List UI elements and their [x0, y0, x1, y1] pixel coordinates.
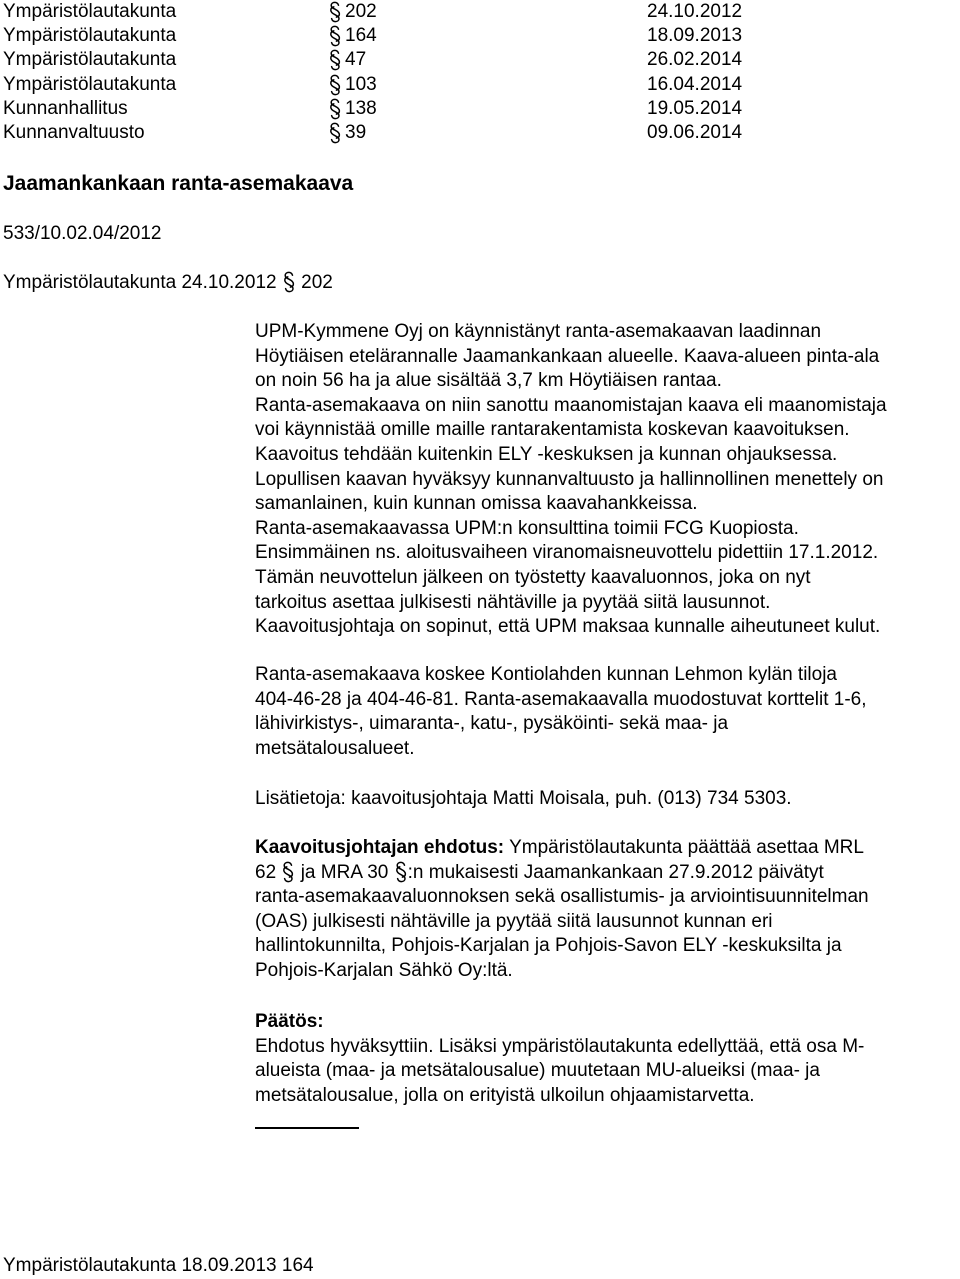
- history-body: Ympäristölautakunta: [3, 49, 177, 71]
- meeting-number: 202: [301, 272, 333, 293]
- proposal-text: 62: [255, 861, 282, 883]
- proposal-text: :n mukaisesti Jaamankankaan 27.9.2012 päivätyt: [407, 861, 824, 883]
- history-number: 202: [345, 1, 377, 22]
- history-date: 09.06.2014: [647, 122, 743, 143]
- history-date: 16.04.2014: [647, 73, 743, 95]
- section-sign-icon: [282, 271, 296, 293]
- area-line: lähivirkistys-, uimaranta-, katu-, pysäköinti- sekä maa- ja: [255, 713, 729, 735]
- description-line: Höytiäisen etelärannalle Jaamankankaan alueelle. Kaava-alueen pinta-ala: [255, 345, 880, 367]
- history-row: [3, 0, 953, 24]
- decision-line: alueista (maa- ja metsätalousalue) muutetaan MU-alueiksi (maa- ja: [255, 1060, 820, 1082]
- proposal-line: [255, 861, 960, 886]
- decision-line: Ehdotus hyväksyttiin. Lisäksi ympäristölautakunta edellyttää, että osa M-: [255, 1035, 865, 1057]
- description-line: Tämän neuvottelun jälkeen on työstetty kaavaluonnos, joka on nyt: [255, 566, 811, 588]
- description-line: on noin 56 ha ja alue sisältää 3,7 km Höytiäisen rantaa.: [255, 370, 722, 392]
- info-paragraph: [255, 787, 960, 812]
- decision-line: metsätalousalue, jolla on erityistä ulkoilun ohjaamistarvetta.: [255, 1084, 755, 1106]
- description-line: tarkoitus asettaa julkisesti nähtäville ja pyytää siitä lausunnot.: [255, 591, 771, 613]
- description-line: Ensimmäinen ns. aloitusvaiheen viranomaisneuvottelu pidettiin 17.1.2012.: [255, 542, 879, 564]
- history-number: 103: [345, 73, 377, 95]
- description-line: Ranta-asemakaavassa UPM:n konsulttina toimii FCG Kuopiosta.: [255, 517, 799, 539]
- history-date: 19.05.2014: [647, 97, 743, 119]
- proposal-line: (OAS) julkisesti nähtäville ja pyytää siitä lausunnot kunnan eri: [255, 910, 773, 932]
- section-sign-icon: [328, 122, 342, 144]
- history-body: Ympäristölautakunta: [3, 1, 177, 22]
- history-body: Ympäristölautakunta: [3, 73, 177, 95]
- meeting-header: [3, 1254, 314, 1278]
- history-row: [3, 48, 953, 72]
- history-number: 164: [345, 25, 377, 47]
- history-date: 18.09.2013: [647, 25, 743, 47]
- description-line: Ranta-asemakaava on niin sanottu maanomistajan kaava eli maanomistaja: [255, 394, 887, 416]
- meeting-body-date: Ympäristölautakunta 18.09.2013: [3, 1255, 277, 1276]
- proposal-label: Kaavoitusjohtajan ehdotus:: [255, 837, 505, 858]
- proposal-text: ja MRA 30: [295, 861, 394, 883]
- description-line: samanlainen, kuin kunnan omissa kaavahankkeissa.: [255, 493, 698, 515]
- proposal-line: ranta-asemakaavaluonnoksen sekä osallistumis- ja arviointisuunnitelman: [255, 886, 869, 908]
- history-row: [3, 97, 953, 121]
- history-body: Kunnanhallitus: [3, 97, 128, 119]
- area-paragraph: [255, 663, 960, 761]
- file-number: 533/10.02.04/2012: [3, 223, 162, 244]
- section-sign-icon: [328, 49, 342, 71]
- info-line: Lisätietoja: kaavoitusjohtaja Matti Moisala, puh. (013) 734 5303.: [255, 788, 792, 809]
- section-sign-icon: [281, 861, 295, 883]
- description-paragraph: [255, 320, 960, 640]
- history-body: Ympäristölautakunta: [3, 25, 177, 47]
- section-sign-icon: [328, 1, 342, 23]
- description-line: UPM-Kymmene Oyj on käynnistänyt ranta-asemakaavan laadinnan: [255, 321, 822, 342]
- history-body: Kunnanvaltuusto: [3, 122, 145, 143]
- meeting-header: [3, 271, 333, 295]
- proposal-text: Ympäristölautakunta päättää asettaa MRL: [504, 837, 864, 858]
- proposal-paragraph: [255, 836, 960, 984]
- area-line: metsätalousalueet.: [255, 737, 415, 759]
- history-number: 138: [345, 97, 377, 119]
- history-date: 26.02.2014: [647, 49, 743, 71]
- separator-line: [255, 1127, 359, 1129]
- history-date: 24.10.2012: [647, 1, 743, 22]
- description-line: Lopullisen kaavan hyväksyy kunnanvaltuusto ja hallinnollinen menettely on: [255, 468, 884, 490]
- description-line: Kaavoitus tehdään kuitenkin ELY -keskuksen ja kunnan ohjauksessa.: [255, 443, 838, 465]
- decision-label: Päätös:: [255, 1011, 324, 1032]
- area-line: 404-46-28 ja 404-46-81. Ranta-asemakaavalla muodostuvat korttelit 1-6,: [255, 688, 867, 710]
- meeting-number: 164: [281, 1255, 314, 1276]
- history-row: [3, 73, 953, 97]
- history-row: [3, 24, 953, 48]
- proposal-line: hallintokunnilta, Pohjois-Karjalan ja Pohjois-Savon ELY -keskuksilta ja: [255, 935, 842, 957]
- history-row: [3, 121, 953, 145]
- section-sign-icon: [328, 74, 342, 96]
- history-number: 47: [345, 49, 367, 71]
- section-sign-icon: [328, 98, 342, 120]
- history-number: 39: [345, 122, 367, 143]
- description-line: voi käynnistää omille maille rantarakentamista koskevan kaavoituksen.: [255, 419, 850, 441]
- area-line: Ranta-asemakaava koskee Kontiolahden kunnan Lehmon kylän tiloja: [255, 664, 837, 685]
- meeting-body-date: Ympäristölautakunta 24.10.2012: [3, 272, 277, 293]
- description-line: Kaavoitusjohtaja on sopinut, että UPM maksaa kunnalle aiheutuneet kulut.: [255, 616, 881, 638]
- decision-paragraph: [255, 1010, 960, 1108]
- section-title: Jaamankankaan ranta-asemakaava: [3, 172, 354, 195]
- proposal-line: Pohjois-Karjalan Sähkö Oy:ltä.: [255, 959, 513, 981]
- section-sign-icon: [394, 861, 408, 883]
- proposal-line: [255, 836, 960, 861]
- section-sign-icon: [328, 25, 342, 47]
